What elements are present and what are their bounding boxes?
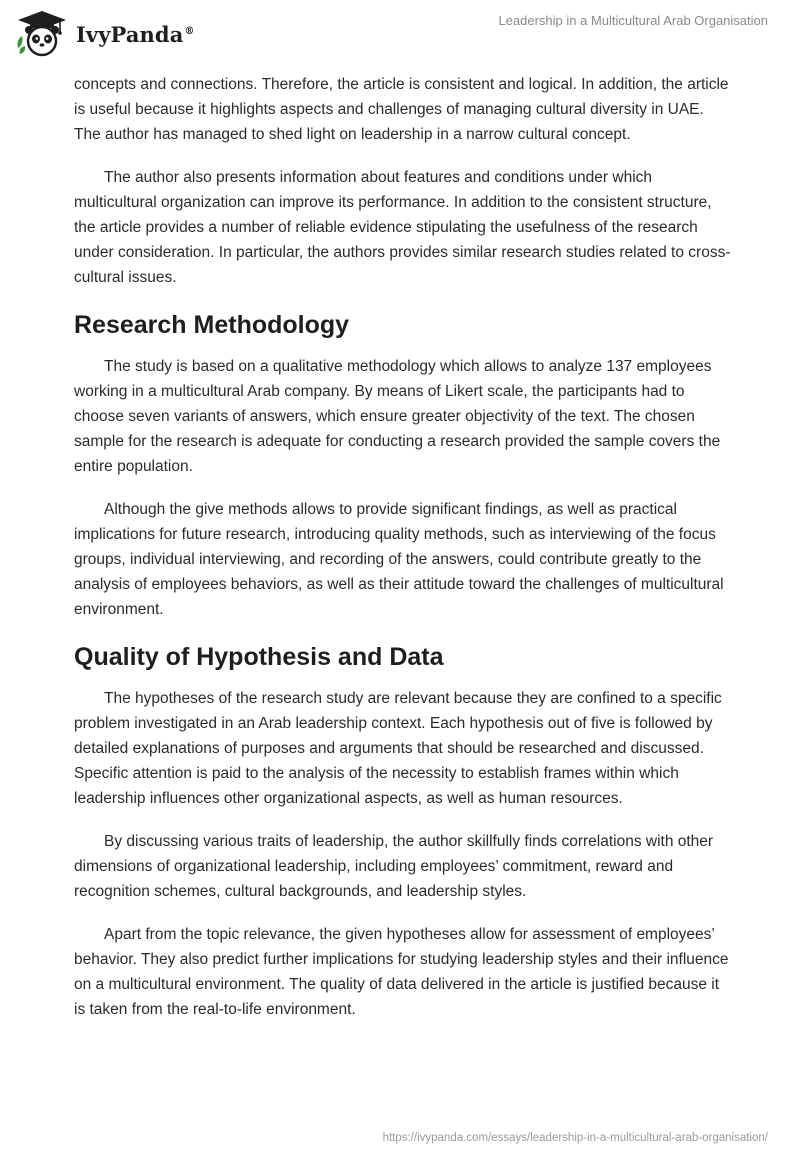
brand-logo[interactable]: [14, 8, 195, 58]
paragraph: The study is based on a qualitative methodology which allows to analyze 137 employees working in a multicultural Arab company. By means of Likert scale, the participants had to choose seven variants of answers, which ensure greater objectivity of the text. The chosen sample for the research is adequate for conducting a research provided the sample covers the entire population.: [74, 358, 721, 475]
page-header: [0, 0, 800, 68]
paragraph: Although the give methods allows to provide significant findings, as well as practical implications for future research, introducing quality methods, such as interviewing of the focus groups, individual interviewing, and recording of the answers, could contribute greatly to the analysis of employees behaviors, as well as their attitude toward the challenges of multicultural environment.: [74, 501, 724, 618]
paragraph: The author also presents information about features and conditions under which multicultural organization can improve its performance. In addition to the consistent structure, the article provides a number of reliable evidence stipulating the usefulness of the research under consideration. In particular, the authors provides similar research studies related to cross-cultural issues.: [74, 169, 731, 286]
paragraph: Apart from the topic relevance, the given hypotheses allow for assessment of employees’ behavior. They also predict further implications for studying leadership styles and their influence on a multicultural environment. The quality of data delivered in the article is justified because it is taken from the real-to-life environment.: [74, 926, 729, 1018]
registered-mark: ®: [184, 25, 195, 37]
section-heading-methodology: Research Methodology: [74, 311, 350, 339]
section-heading-quality: Quality of Hypothesis and Data: [74, 643, 444, 671]
panda-graduate-icon: [14, 8, 70, 58]
paragraph: By discussing various traits of leadership, the author skillfully finds correlations with other dimensions of organizational leadership, including employees’ commitment, reward and recognition schemes, cultural backgrounds, and leadership styles.: [74, 833, 714, 900]
article-body: [74, 72, 734, 1040]
source-url[interactable]: https://ivypanda.com/essays/leadership-in-a-multicultural-arab-organisation/: [382, 1132, 768, 1144]
brand-name: IvyPanda®: [76, 21, 195, 47]
running-title: Leadership in a Multicultural Arab Organisation: [498, 13, 768, 28]
paragraph: The hypotheses of the research study are relevant because they are confined to a specific problem investigated in an Arab leadership context. Each hypothesis out of five is followed by detailed explanations of purposes and arguments that should be researched and discussed. Specific attention is paid to the analysis of the necessity to establish frames within which leadership influences other organizational aspects, as well as human resources.: [74, 690, 722, 807]
paragraph: concepts and connections. Therefore, the article is consistent and logical. In addition, the article is useful because it highlights aspects and challenges of managing cultural diversity in UAE. The author has managed to shed light on leadership in a narrow cultural concept.: [74, 76, 729, 143]
